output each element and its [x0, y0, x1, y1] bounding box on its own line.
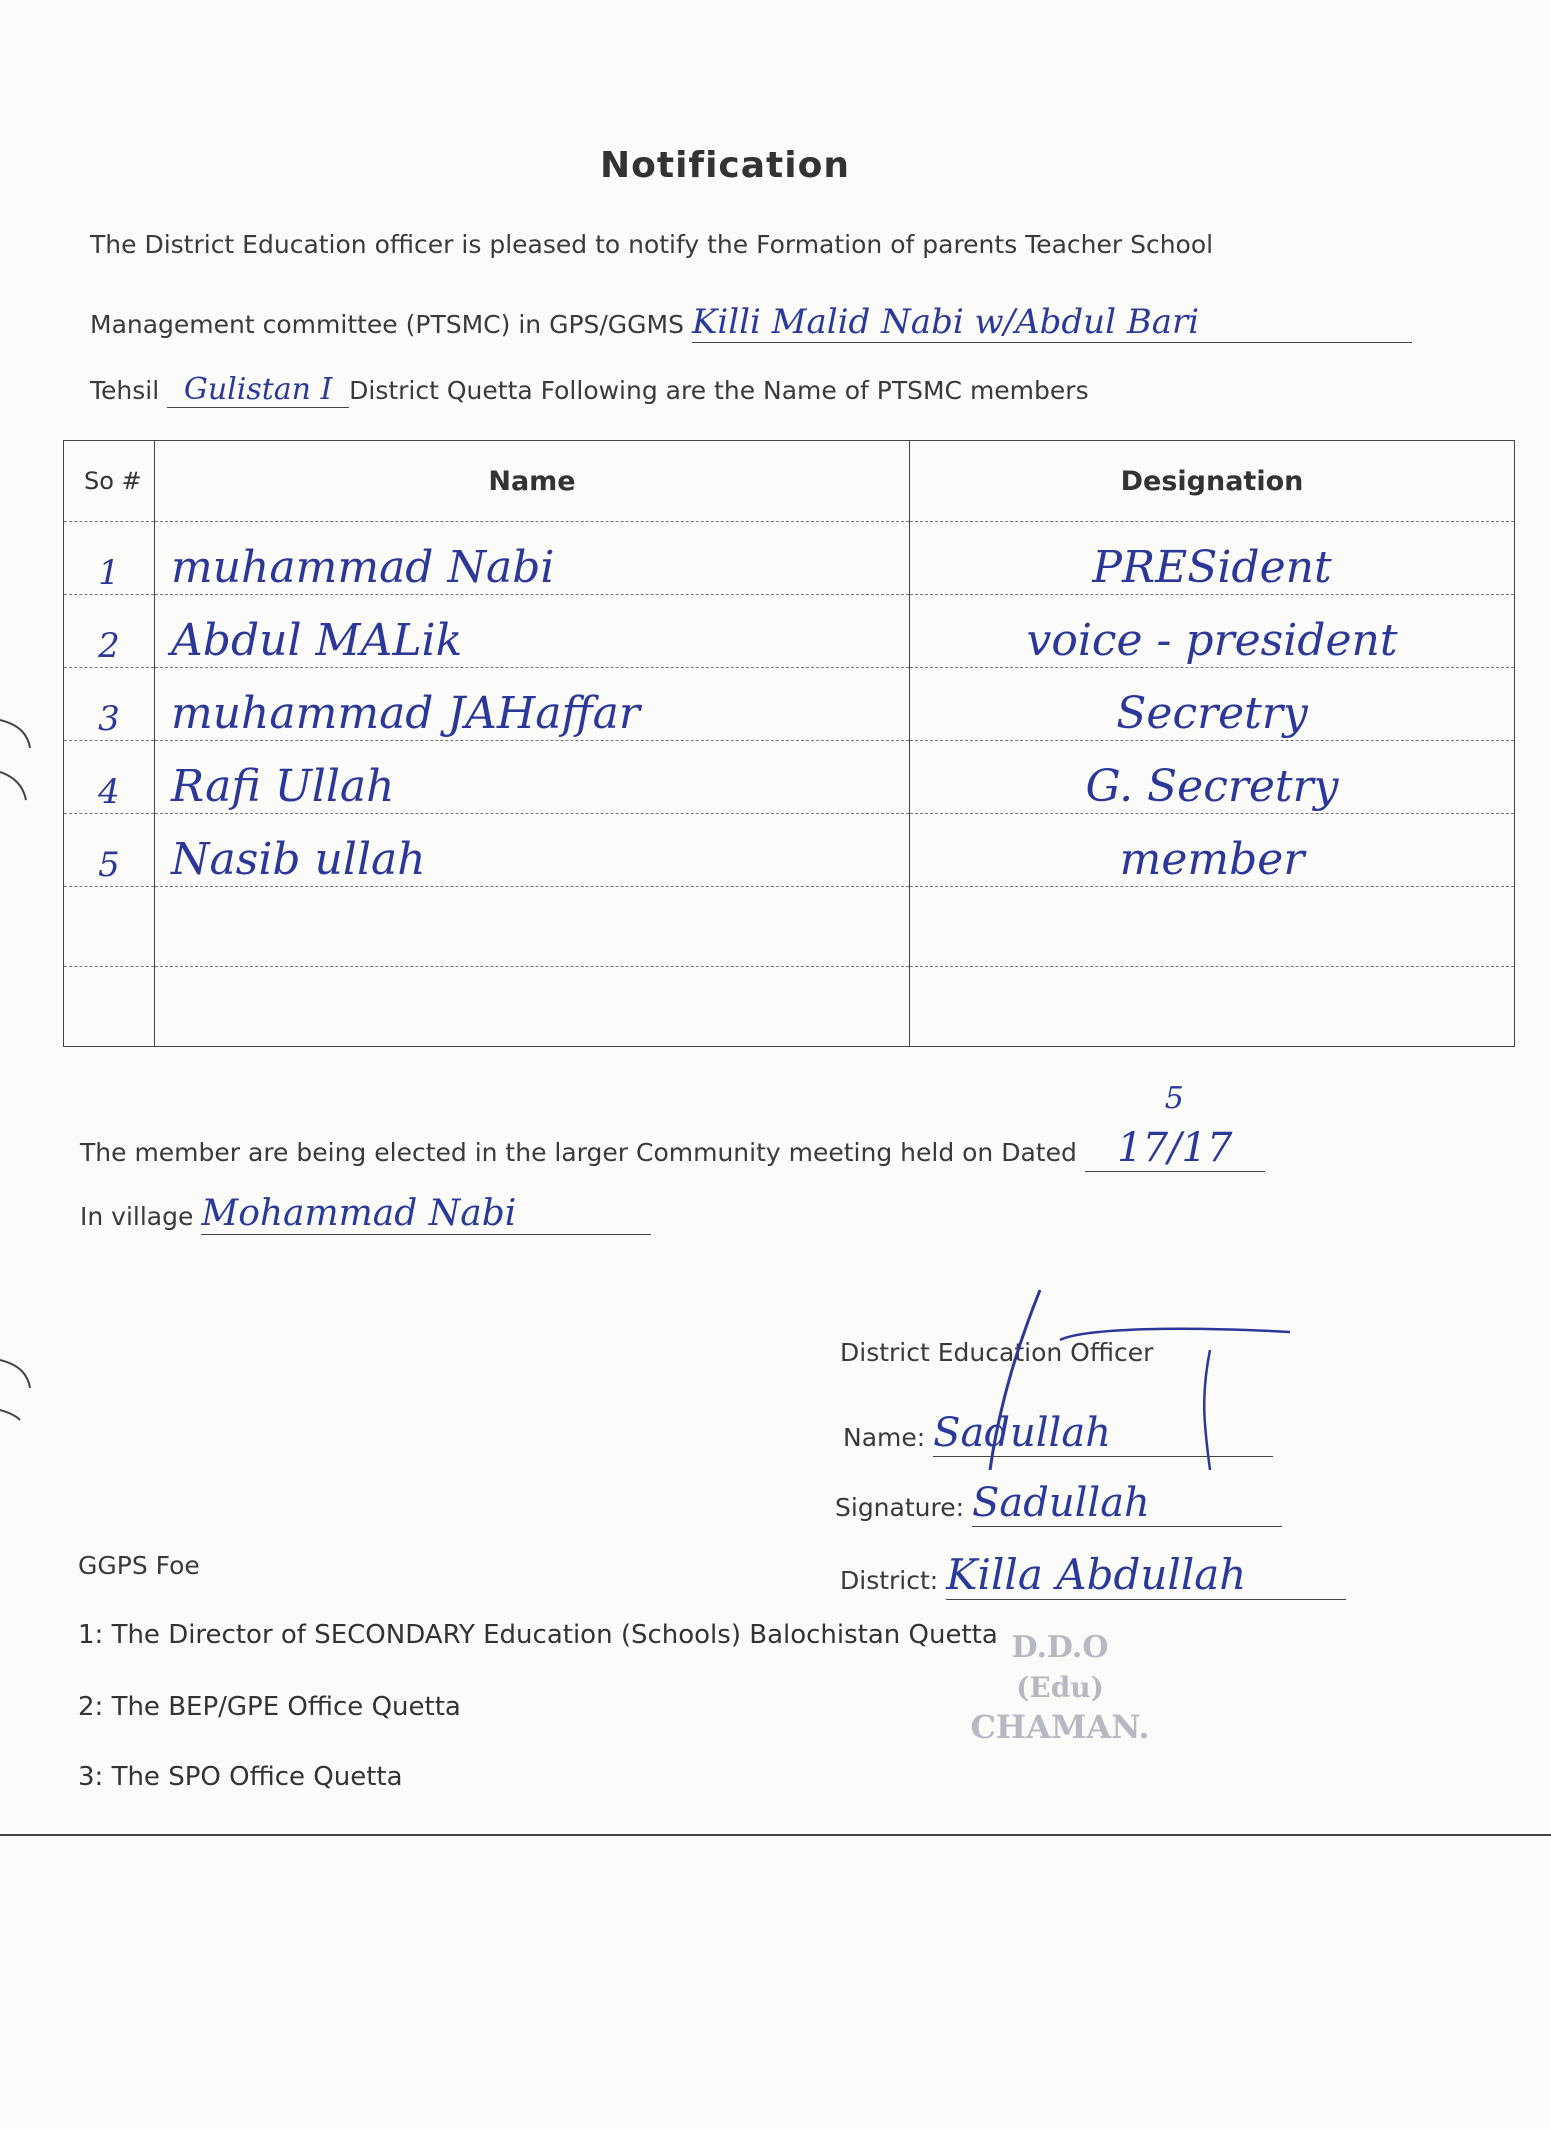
meeting-date-field[interactable]: [1085, 1081, 1265, 1172]
table-row: [64, 741, 1515, 814]
village-label: In village: [80, 1202, 194, 1231]
copy-line-1: 1: The Director of SECONDARY Education (Schools) Balochistan Quetta: [78, 1620, 998, 1650]
table-row: [64, 887, 1515, 967]
intro-line-2: [90, 302, 1412, 343]
ggps-text: GGPS Foe: [78, 1551, 200, 1580]
officer-signature-line: [835, 1480, 1282, 1527]
table-row: [64, 595, 1515, 668]
row-designation: G. Secretry: [1085, 761, 1339, 812]
row-sno: 5: [98, 845, 120, 885]
copy-line-3: 3: The SPO Office Quetta: [78, 1762, 403, 1792]
table-row: [64, 522, 1515, 595]
village-line: [80, 1193, 651, 1235]
row-name: Nasib ullah: [171, 834, 426, 885]
officer-district-line: [840, 1550, 1346, 1600]
officer-district-label: District:: [840, 1566, 939, 1595]
row-sno: 4: [98, 772, 120, 812]
table-row: [64, 967, 1515, 1047]
intro-line-3-prefix: Tehsil: [90, 376, 160, 405]
table-row: [64, 668, 1515, 741]
officer-signature-label: Signature:: [835, 1493, 965, 1522]
row-designation: voice - president: [1026, 615, 1398, 666]
signature-flourish: [960, 1280, 1300, 1480]
village-field[interactable]: Mohammad Nabi: [201, 1193, 651, 1235]
officer-district-field[interactable]: Killa Abdullah: [946, 1550, 1346, 1600]
officer-heading: District Education Officer: [840, 1338, 1154, 1367]
row-sno: 2: [98, 626, 120, 666]
meeting-date: 17/17: [1117, 1125, 1233, 1171]
header-sno: So #: [64, 441, 155, 522]
copy-line-2: 2: The BEP/GPE Office Quetta: [78, 1692, 461, 1722]
row-sno: 1: [98, 553, 120, 593]
stamp-line-3: CHAMAN.: [970, 1708, 1150, 1747]
school-name-field[interactable]: Killi Malid Nabi w/Abdul Bari: [692, 302, 1412, 343]
intro-line-3-suffix: District Quetta Following are the Name of PTSMC members: [349, 376, 1089, 405]
tehsil-field[interactable]: Gulistan I: [167, 372, 349, 408]
intro-line-1: The District Education officer is pleased to notify the Formation of parents Teacher School: [90, 230, 1214, 259]
intro-line-3: [90, 372, 1089, 408]
officer-name-label: Name:: [843, 1423, 926, 1452]
officer-signature-field[interactable]: Sadullah: [972, 1480, 1282, 1527]
officer-name-field[interactable]: Sadullah: [933, 1410, 1273, 1457]
bottom-divider: [0, 1834, 1551, 1836]
page-title: Notification: [600, 145, 850, 186]
row-name: muhammad JAHaffar: [171, 688, 640, 739]
row-designation: Secretry: [1116, 688, 1308, 739]
row-name: muhammad Nabi: [171, 542, 555, 593]
stamp-line-2: (Edu): [1016, 1670, 1104, 1704]
row-sno: 3: [98, 699, 120, 739]
punch-hole-marks: [0, 720, 40, 1420]
meeting-line: [80, 1081, 1265, 1172]
intro-line-2-prefix: Management committee (PTSMC) in GPS/GGMS: [90, 310, 684, 339]
date-note: 5: [1164, 1081, 1184, 1116]
office-stamp: [955, 1628, 1165, 1749]
table-header-row: [64, 441, 1515, 522]
row-name: Rafi Ullah: [171, 761, 395, 812]
table-row: [64, 814, 1515, 887]
row-designation: member: [1119, 834, 1305, 885]
header-designation: Designation: [910, 441, 1515, 522]
header-name: Name: [155, 441, 910, 522]
meeting-text: The member are being elected in the larger Community meeting held on Dated: [80, 1138, 1077, 1167]
row-designation: PRESident: [1092, 542, 1332, 593]
row-name: Abdul MALik: [171, 615, 463, 666]
stamp-line-1: D.D.O: [1011, 1630, 1109, 1665]
members-table: [63, 440, 1515, 1047]
